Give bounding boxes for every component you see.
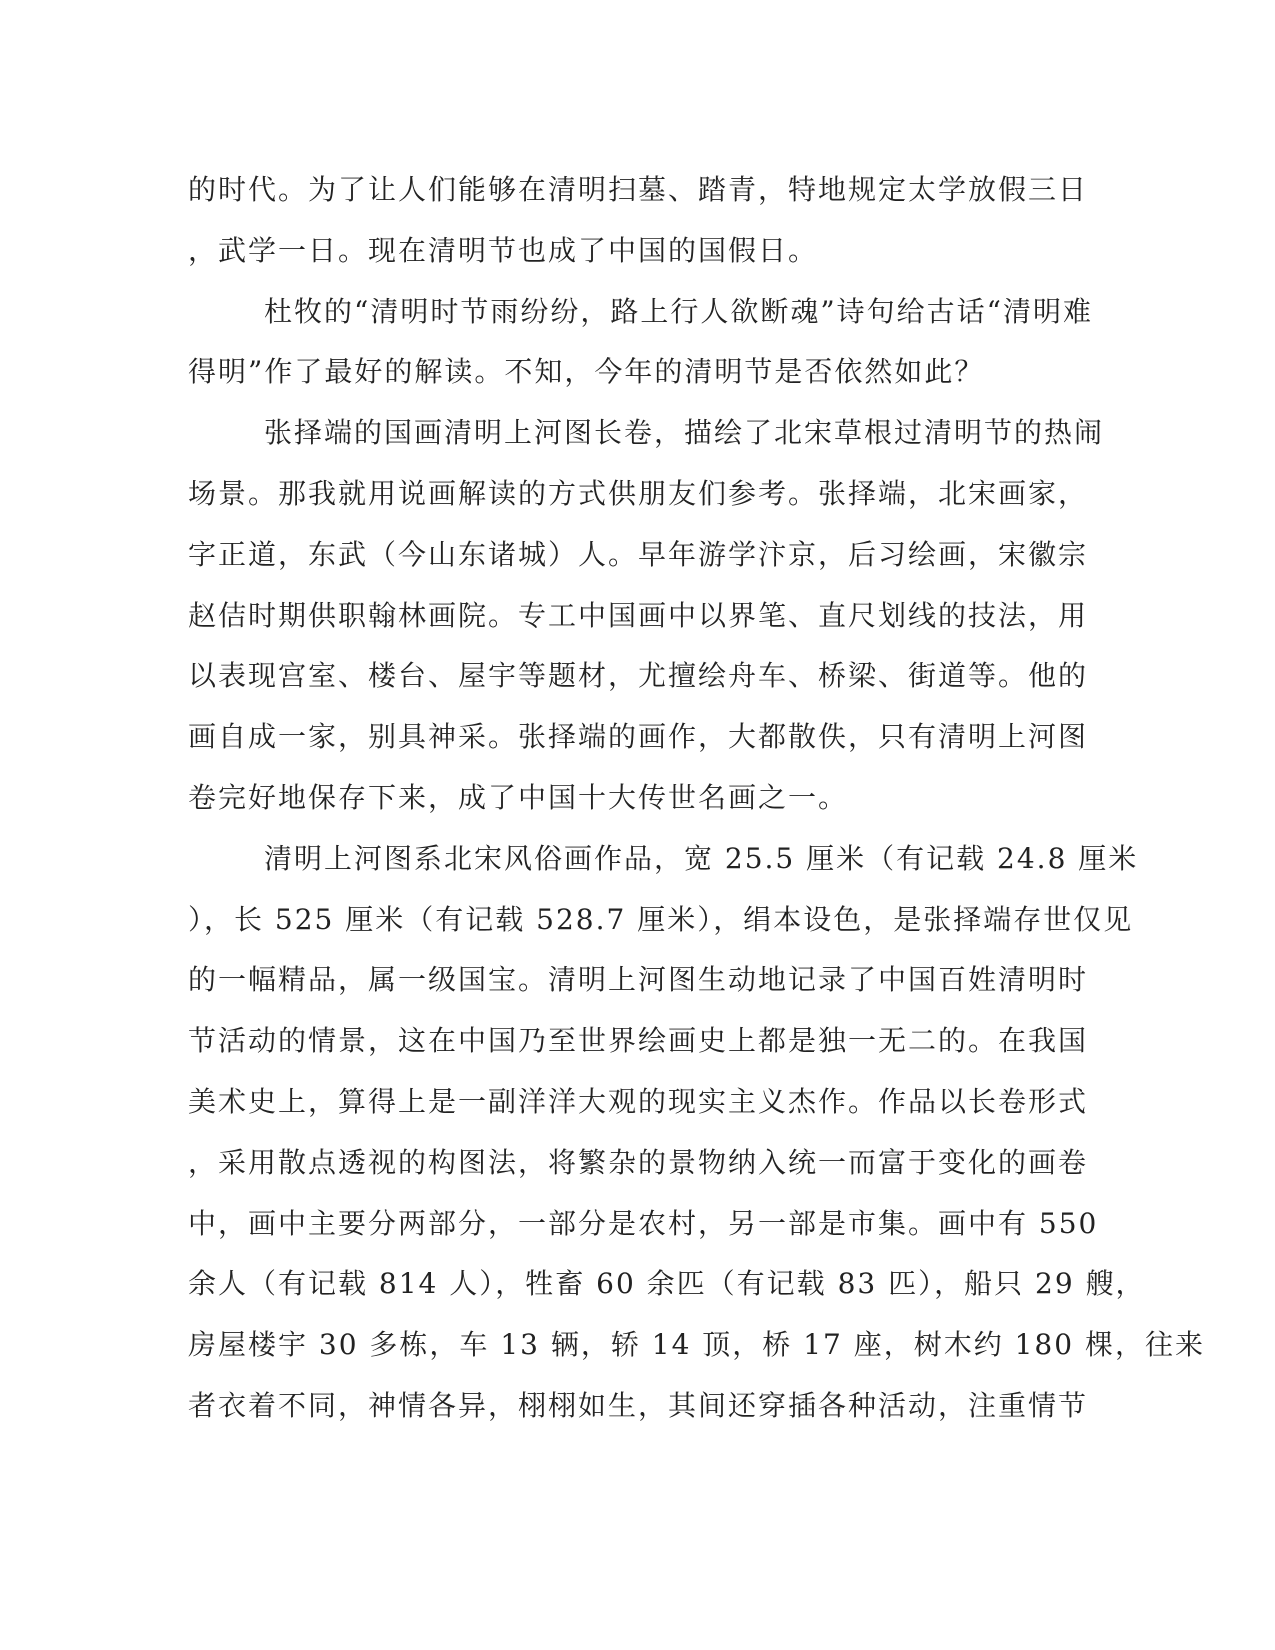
body-text (188, 160, 1205, 1437)
text-line: 中，画中主要分两部分，一部分是农村，另一部是市集。画中有 550 (188, 1206, 1099, 1240)
text-line: 以表现宫室、楼台、屋宇等题材，尤擅绘舟车、桥梁、街道等。他的 (188, 659, 1089, 693)
text-line: 清明上河图系北宋风俗画作品，宽 25.5 厘米（有记载 24.8 厘米 (264, 841, 1139, 875)
text-line: 余人（有记载 814 人），牲畜 60 余匹（有记载 83 匹），船只 29 艘， (188, 1267, 1146, 1301)
text-line: 节活动的情景，这在中国乃至世界绘画史上都是独一无二的。在我国 (188, 1024, 1089, 1058)
text-line: 场景。那我就用说画解读的方式供朋友们参考。张择端，北宋画家， (188, 476, 1089, 510)
text-line: 画自成一家，别具神采。张择端的画作，大都散佚，只有清明上河图 (188, 720, 1089, 754)
text-line: ，采用散点透视的构图法，将繁杂的景物纳入统一而富于变化的画卷 (188, 1145, 1089, 1179)
text-line: ，武学一日。现在清明节也成了中国的国假日。 (188, 233, 819, 267)
text-line: 的一幅精品，属一级国宝。清明上河图生动地记录了中国百姓清明时 (188, 963, 1089, 997)
text-line: 卷完好地保存下来，成了中国十大传世名画之一。 (188, 780, 849, 814)
text-line: 者衣着不同，神情各异，栩栩如生，其间还穿插各种活动，注重情节 (188, 1388, 1089, 1422)
text-line: 房屋楼宇 30 多栋，车 13 辆，轿 14 顶，桥 17 座，树木约 180 棵，往来 (188, 1328, 1205, 1362)
text-line: 美术史上，算得上是一副洋洋大观的现实主义杰作。作品以长卷形式 (188, 1084, 1089, 1118)
text-line: 的时代。为了让人们能够在清明扫墓、踏青，特地规定太学放假三日 (188, 173, 1089, 206)
text-line: 字正道，东武（今山东诸城）人。早年游学汴京，后习绘画，宋徽宗 (188, 537, 1089, 571)
text-line: 得明”作了最好的解读。不知，今年的清明节是否依然如此？ (188, 355, 985, 389)
text-line: 杜牧的“清明时节雨纷纷，路上行人欲断魂”诗句给古话“清明难 (264, 294, 1093, 328)
text-line: 赵佶时期供职翰林画院。专工中国画中以界笔、直尺划线的技法，用 (188, 598, 1089, 632)
text-line: 张择端的国画清明上河图长卷，描绘了北宋草根过清明节的热闹 (264, 416, 1105, 450)
text-line: ），长 525 厘米（有记载 528.7 厘米），绢本设色，是张择端存世仅见 (188, 902, 1134, 936)
